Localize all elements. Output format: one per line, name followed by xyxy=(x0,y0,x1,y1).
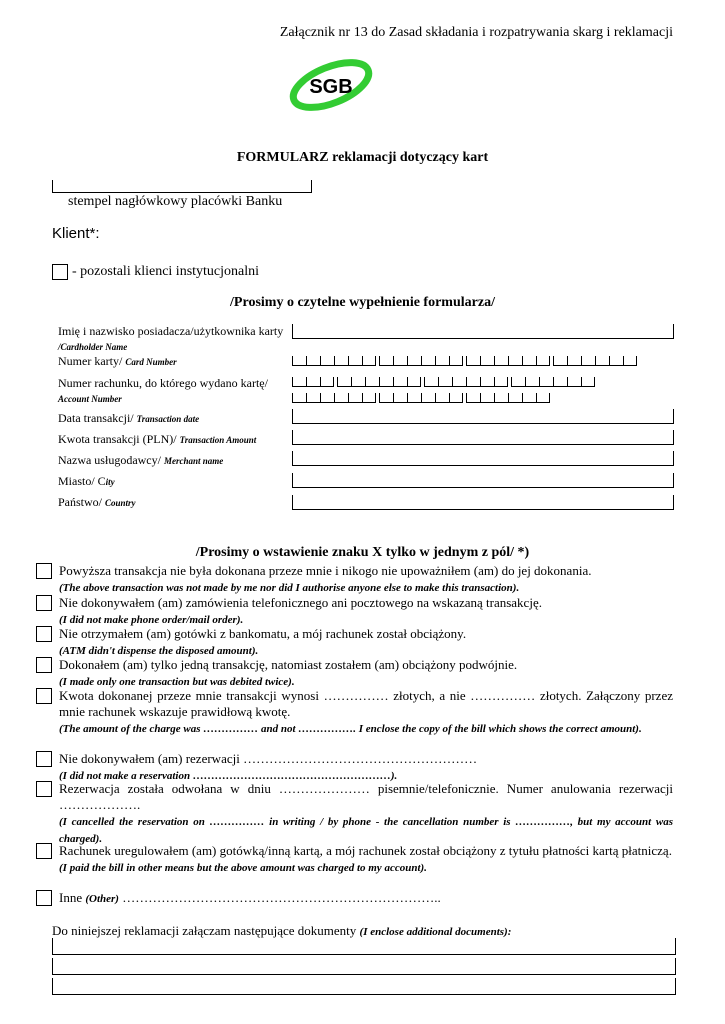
country-input[interactable] xyxy=(292,495,674,510)
city-label: Miasto/ City xyxy=(58,474,115,488)
attachment-line-2[interactable] xyxy=(52,958,676,975)
option-2: Nie dokonywałem (am) zamówienia telefonicznego ani pocztowego na wskazaną transakcję. (I did not make phone order/mail order). xyxy=(59,595,542,626)
account-number-label: Numer rachunku, do którego wydano kartę/ Account Number xyxy=(58,376,268,404)
option-1: Powyższa transakcja nie była dokonana przeze mnie i nikogo nie upoważniłem (am) do jej dokonania. (The above transaction was not made by me nor did I authorise anyone else to make this transaction). xyxy=(59,563,592,594)
option-9-checkbox[interactable] xyxy=(36,890,52,906)
option-5-checkbox[interactable] xyxy=(36,688,52,704)
option-4-checkbox[interactable] xyxy=(36,657,52,673)
option-8: Rachunek uregulowałem (am) gotówką/inną kartą, a mój rachunek został obciążony z tytułu płatności kartą płatniczą. (I paid the bill in other means but the above amount was charged to my account). xyxy=(59,843,672,874)
transaction-date-label: Data transakcji/ Transaction date xyxy=(58,411,200,425)
transaction-amount-label: Kwota transakcji (PLN)/ Transaction Amount xyxy=(58,432,257,446)
option-8-checkbox[interactable] xyxy=(36,843,52,859)
option-6: Nie dokonywałem (am) rezerwacji ……………………………………………… (I did not make a reservation ………………………………………………). xyxy=(59,751,478,782)
account-number-input-row1[interactable] xyxy=(292,377,595,387)
merchant-input[interactable] xyxy=(292,451,674,466)
option-9: Inne (Other) ……………………………………………………………….. xyxy=(59,890,441,905)
transaction-date-input[interactable] xyxy=(292,409,674,424)
card-number-input[interactable] xyxy=(292,356,637,366)
merchant-label: Nazwa usługodawcy/ Merchant name xyxy=(58,453,224,467)
card-number-label: Numer karty/ Card Number xyxy=(58,354,177,368)
form-title: FORMULARZ reklamacji dotyczący kart xyxy=(236,150,489,165)
client-label: Klient*: xyxy=(52,225,100,242)
options-title: /Prosimy o wstawienie znaku X tylko w jednym z pól/ *) xyxy=(195,545,530,560)
cardholder-label: Imię i nazwisko posiadacza/użytkownika karty /Cardholder Name xyxy=(58,324,284,352)
cardholder-input[interactable] xyxy=(292,324,674,339)
option-1-checkbox[interactable] xyxy=(36,563,52,579)
attachment-line-3[interactable] xyxy=(52,978,676,995)
logo-text: SGB xyxy=(309,76,353,98)
annex-header: Załącznik nr 13 do Zasad składania i rozpatrywania skarg i reklamacji xyxy=(279,25,673,40)
option-3: Nie otrzymałem (am) gotówki z bankomatu, a mój rachunek został obciążony. (ATM didn't dispense the disposed amount). xyxy=(59,626,467,657)
stamp-field[interactable] xyxy=(52,180,312,193)
option-5: Kwota dokonanej przeze mnie transakcji wynosi …………… złotych, a nie …………… złotych. Załączony przez mnie rachunek wskazuje prawidłową kwotę. (The amount of the charge was …………… and not ……………. I enclose the copy of the bill which shows the correct amount). xyxy=(59,688,673,735)
institutional-checkbox[interactable] xyxy=(52,264,68,280)
account-number-input-row2[interactable] xyxy=(292,393,550,403)
option-7: Rezerwacja została odwołana w dniu ………………… pisemnie/telefonicznie. Numer anulowania rezerwacji ………………. (I cancelled the reservation on …………… in writing / by phone - the cancellation number is ……………, but my account was charged). xyxy=(59,781,673,845)
fill-instruction: /Prosimy o czytelne wypełnienie formularza/ xyxy=(230,295,495,310)
attachment-line-1[interactable] xyxy=(52,938,676,955)
sgb-logo xyxy=(286,56,376,112)
institutional-label: - pozostali klienci instytucjonalni xyxy=(72,264,260,279)
option-4: Dokonałem (am) tylko jedną transakcję, natomiast zostałem (am) obciążony podwójnie. (I made only one transaction but was debited twice). xyxy=(59,657,518,688)
option-2-checkbox[interactable] xyxy=(36,595,52,611)
option-6-checkbox[interactable] xyxy=(36,751,52,767)
attachments-label: Do niniejszej reklamacji załączam następujące dokumenty (I enclose additional documents): xyxy=(52,923,512,938)
option-7-checkbox[interactable] xyxy=(36,781,52,797)
stamp-label: stempel nagłówkowy placówki Banku xyxy=(68,194,283,209)
country-label: Państwo/ Country xyxy=(58,495,136,509)
option-3-checkbox[interactable] xyxy=(36,626,52,642)
city-input[interactable] xyxy=(292,473,674,488)
transaction-amount-input[interactable] xyxy=(292,430,674,445)
